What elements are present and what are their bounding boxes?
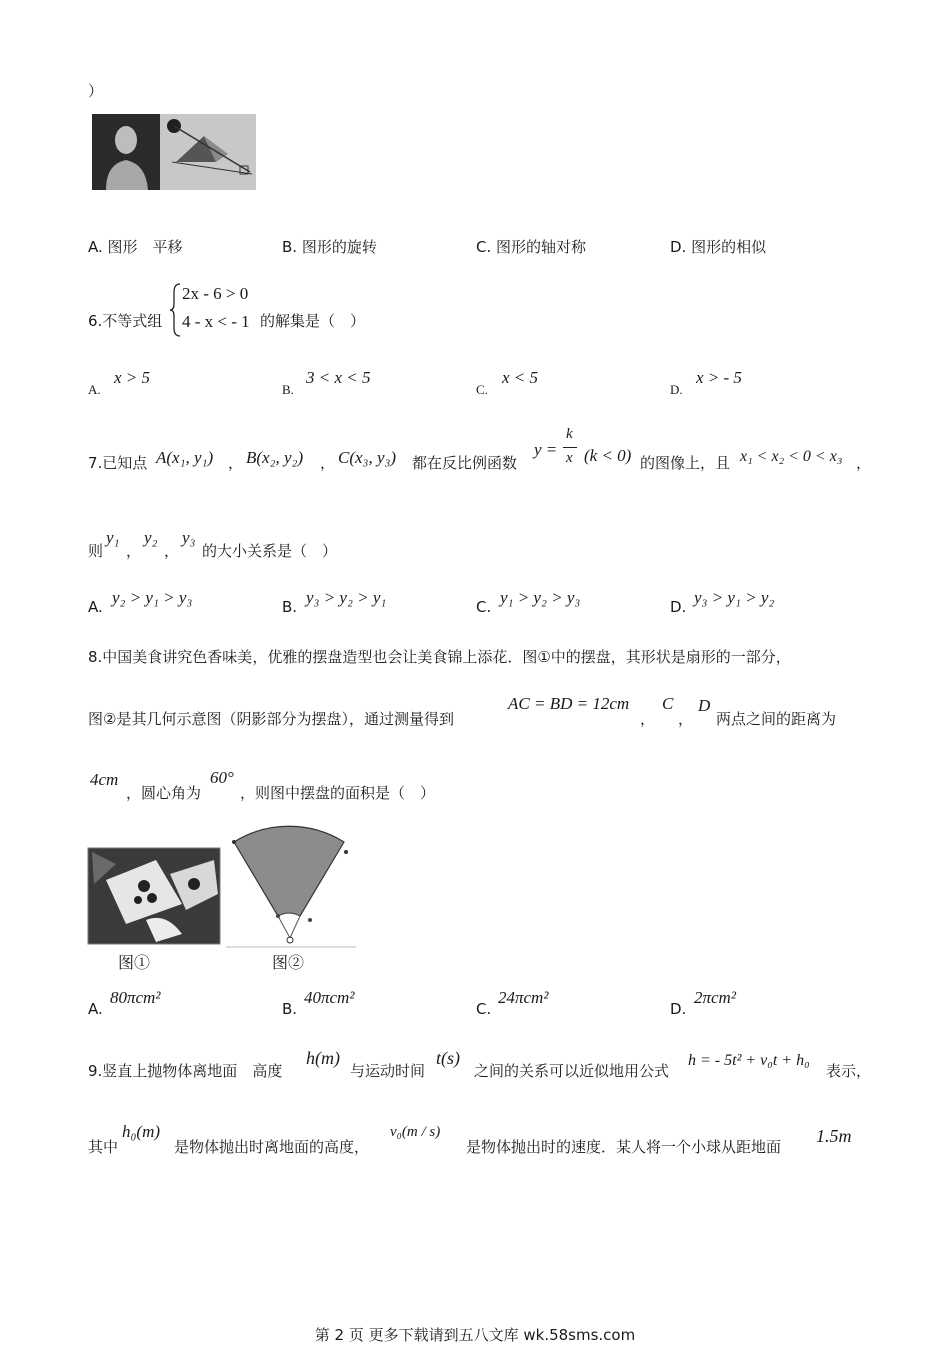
q8-line3-mid: ，圆心角为: [126, 784, 202, 802]
q5-option-a: A. 图形 平移: [88, 238, 183, 256]
q7-func-lhs: y =: [534, 440, 558, 459]
q8-sector-fig2: [226, 824, 356, 948]
fraction-bar: [563, 447, 577, 448]
q7-point-c: C(x₃, y₃): [338, 448, 397, 467]
q6-option-c-letter: C.: [476, 382, 488, 397]
q7-point-b: B(x₂, y₂): [246, 448, 304, 467]
q9-suffix: 表示，: [826, 1062, 872, 1080]
q7-option-c: y₁ > y₂ > y₃: [500, 588, 581, 607]
q8-option-c-letter: C.: [476, 1000, 492, 1018]
q6-option-a-letter: A.: [88, 382, 101, 397]
q8-fig1-caption: 图①: [118, 955, 151, 972]
q7-option-c-letter: C.: [476, 598, 492, 616]
q8-option-a-letter: A.: [88, 1000, 103, 1018]
q7-option-a-letter: A.: [88, 598, 103, 616]
q8-angle: 60°: [210, 768, 234, 787]
q8-comma-2: ，: [678, 710, 694, 728]
q8-line2-suffix: 两点之间的距离为: [716, 710, 837, 728]
q7-option-a: y₂ > y₁ > y₃: [112, 588, 193, 607]
q8-option-d-letter: D.: [670, 1000, 687, 1018]
q7-func-cond: (k < 0): [584, 446, 632, 465]
q8-eq: AC = BD = 12cm: [508, 694, 630, 713]
q7-tail: 的图像上，且: [640, 454, 731, 472]
q6-option-a: x > 5: [114, 368, 151, 387]
q7-option-b: y₃ > y₂ > y₁: [306, 588, 387, 607]
q9-height: 1.5m: [816, 1126, 852, 1146]
q8-comma-1: ，: [640, 710, 656, 728]
q9-v0: v₀(m / s): [390, 1124, 441, 1140]
q7-y3: y₃: [182, 528, 196, 547]
q6-suffix: 的解集是（ ）: [260, 312, 366, 330]
q7-comma-2: ，: [164, 542, 180, 560]
q8-photo-fig1: [86, 824, 222, 946]
continuation-paren: ）: [88, 82, 104, 100]
q6-option-c: x < 5: [502, 368, 539, 387]
q9-line2-mid2: 是物体抛出时的速度．某人将一个小球从距地面: [466, 1138, 782, 1156]
q9-h0: h₀(m): [122, 1122, 161, 1141]
q8-option-b: 40πcm²: [304, 988, 355, 1007]
q9-mid1: 与运动时间: [350, 1062, 426, 1080]
q8-line3-suffix: ，则图中摆盘的面积是（ ）: [240, 784, 436, 802]
q8-distance: 4cm: [90, 770, 119, 789]
q7-mid: 都在反比例函数: [412, 454, 518, 472]
q8-point-d: D: [698, 696, 711, 715]
q7-comma-1: ，: [126, 542, 142, 560]
q5-option-c: C. 图形的轴对称: [476, 238, 587, 256]
q8-option-a: 80πcm²: [110, 988, 161, 1007]
q8-fig2-caption: 图②: [272, 955, 305, 972]
q7-line2-prefix: 则: [88, 542, 104, 560]
system-brace: [170, 282, 182, 338]
q6-inequality-2: 4 - x < - 1: [182, 312, 250, 331]
q6-option-b-letter: B.: [282, 382, 294, 397]
page-footer: 第 2 页 更多下载请到五八文库 wk.58sms.com: [314, 1326, 636, 1344]
q9-prefix: 9.竖直上抛物体离地面 高度: [88, 1062, 283, 1080]
q7-y1: y₁: [106, 528, 120, 547]
q7-option-d: y₃ > y₁ > y₂: [694, 588, 775, 607]
q8-option-b-letter: B.: [282, 1000, 298, 1018]
q7-func-num: k: [566, 426, 573, 442]
q7-option-d-letter: D.: [670, 598, 687, 616]
q7-func-den: x: [566, 450, 573, 466]
q6-prefix: 6.不等式组: [88, 312, 163, 330]
q6-option-d: x > - 5: [696, 368, 742, 387]
q9-line2-mid: 是物体抛出时离地面的高度，: [174, 1138, 370, 1156]
q8-point-c: C: [662, 694, 674, 713]
q8-option-c: 24πcm²: [498, 988, 549, 1007]
q9-formula: h = - 5t² + v₀t + h₀: [688, 1052, 810, 1069]
q8-line2-prefix: 图②是其几何示意图（阴影部分为摆盘），通过测量得到: [88, 710, 454, 728]
q9-h-of-m: h(m): [306, 1048, 340, 1068]
q6-inequality-1: 2x - 6 > 0: [182, 284, 249, 303]
q7-point-a: A(x₁, y₁): [156, 448, 214, 467]
q5-photo: [92, 114, 256, 190]
q9-t-of-s: t(s): [436, 1048, 460, 1068]
q8-option-d: 2πcm²: [694, 988, 736, 1007]
q7-sep-1: ，: [228, 454, 244, 472]
q5-option-b: B. 图形的旋转: [282, 238, 377, 256]
q9-line2-prefix: 其中: [88, 1138, 119, 1156]
q8-line1: 8.中国美食讲究色香味美，优雅的摆盘造型也会让美食锦上添花．图①中的摆盘，其形状是扇形的一部分，: [88, 648, 791, 666]
q7-line2-suffix: 的大小关系是（ ）: [202, 542, 338, 560]
q9-mid2: 之间的关系可以近似地用公式: [474, 1062, 670, 1080]
q7-option-b-letter: B.: [282, 598, 298, 616]
q7-sep-2: ，: [320, 454, 336, 472]
q7-inequality: x₁ < x₂ < 0 < x₃: [740, 448, 843, 465]
q7-y2: y₂: [144, 528, 158, 547]
q6-option-b: 3 < x < 5: [306, 368, 371, 387]
q7-prefix: 7.已知点: [88, 454, 148, 472]
q7-tail2: ，: [856, 454, 872, 472]
q5-option-d: D. 图形的相似: [670, 238, 767, 256]
q6-option-d-letter: D.: [670, 382, 683, 397]
